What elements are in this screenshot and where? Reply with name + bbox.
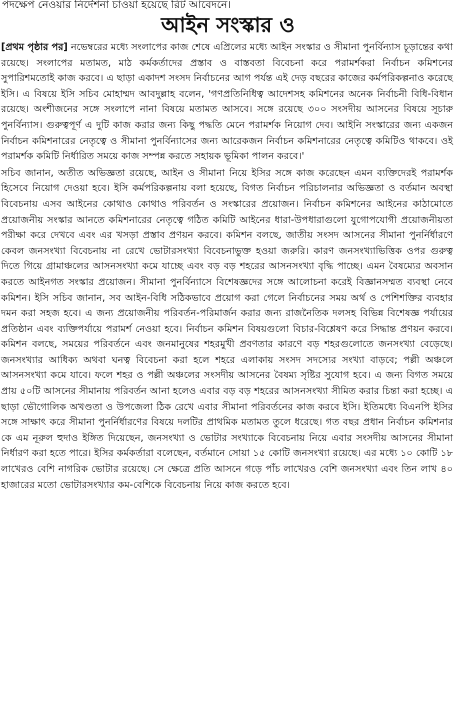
clipped-previous-line: পদক্ষেপ নেওয়ার নির্দেশনা চাওয়া হয়েছে রিট আবেদনে। [2, 0, 232, 11]
paragraph [1, 166, 453, 493]
paragraph-text: নভেম্বরের মধ্যে সংলাপের কাজ শেষে এপ্রিলের মধ্যে আইন সংস্কার ও সীমানা পুনর্বিন্যাস চূড়ান্তের কথা রয়েছে। সংলাপের মতামত, মাঠ কর্মকর্তাদের প্রস্তাব ও বাস্তবতা বিবেচনা করে পরামর্শকরা নির্বাচন কমিশনের সুপারিশমতোই কাজ করবে। এ ছাড়া একাদশ সংসদ নির্বাচনের আগ পর্যন্ত এই দেড় বছরের কাজের কর্মপরিকল্পনাও করেছে ইসি। এ বিষয়ে ইসি সচিব মোহাম্মদ আবদুল্লাহ বলেন, 'গণপ্রতিনিধিত্ব আদেশসহ কমিশনের অনেক নির্বাচনী বিধি-বিধান রয়েছে। অংশীজনের সঙ্গে সংলাপে নানা বিষয়ে মতামত আসবে। সঙ্গে রয়েছে ৩০০ সংসদীয় আসনের বিষয়ে সূচারু পুনর্বিন্যাস। গুরুত্বপূর্ণ এ দুটি কাজ করার জন্য কিছু পদ্ধতি মেনে পরামর্শক নিয়োগ দেব। আইনি সংস্কারের জন্য একজন নির্বাচন কমিশনারের নেতৃত্বে ও সীমানা পুনর্বিন্যাসের জন্য আরেকজন নির্বাচন কমিশনারের নেতৃত্বে কমিটিও থাকবে। ওই পরামর্শক কমিটি নির্ধারিত সময়ে কাজ সম্পন্ন করতে সহায়ক ভূমিকা পালন করবে।' [1, 42, 453, 163]
continuation-label: [প্রথম পৃষ্ঠার পর] [1, 42, 68, 53]
article-body [1, 40, 453, 494]
article-headline: আইন সংস্কার ও [161, 13, 295, 37]
paragraph-text: সচিব জানান, অতীত অভিজ্ঞতা রয়েছে, আইন ও সীমানা নিয়ে ইসির সঙ্গে কাজ করেছেন এমন ব্যক্তিদেরই পরামর্শক হিসেবে নিয়োগ দেওয়া হবে। ইসি কর্মপরিকল্পনায় বলা হয়েছে, বিগত নির্বাচন পরিচালনার অভিজ্ঞতা ও বর্তমান অবস্থা বিবেচনায় এসব আইনের কোথাও কোথাও পরিবর্তন ও সংস্কারের প্রয়োজন। নির্বাচন কমিশনের আইনের কাঠামোতে প্রয়োজনীয় সংস্কার আনতে কমিশনারের নেতৃত্বে গঠিত কমিটি আইনের ধারা-উপধারাগুলো যুগোপযোগী প্রয়োজনীয়তা পরীক্ষা করে দেখবে এবং এর খসড়া প্রস্তাব প্রণয়ন করবে। কমিশন বলছে, জাতীয় সংসদ আসনের সীমানা পুনর্নির্ধারণে কেবল জনসংখ্যা বিবেচনায় না রেখে ভোটারসংখ্যা বিবেচনাভুক্ত হওয়া জরুরি। কারণ জনসংখ্যাভিত্তিক ওপর গুরুত্ব দিতে গিয়ে গ্রামাঞ্চলের আসনসংখ্যা কমে যাচ্ছে এবং বড় বড় শহরের আসনসংখ্যা বৃদ্ধি পাচ্ছে। এমন বৈষম্যের অবসান করতে আইনগত সংস্কার প্রয়োজন। সীমানা পুনর্বিন্যাসে বিশেষজ্ঞদের সঙ্গে আলোচনা করেই বিজ্ঞানসম্মত ব্যবস্থা নেবে কমিশন। ইসি সচিব জানান, সব আইন-বিধি সঠিকভাবে প্রয়োগ করা গেলে নির্বাচনের সময় অর্থ ও পেশিশক্তির ব্যবহার দমন করা সহজ হবে। এ জন্য প্রয়োজনীয় পরিবর্তন-পরিমার্জন করার জন্য রাজনৈতিক দলসহ বিভিন্ন বিশেষজ্ঞ পর্যায়ের প্রতিষ্ঠান এবং ব্যক্তিপর্যায়ে পরামর্শ নেওয়া হবে। নির্বাচন কমিশন বিষয়গুলো বিচার-বিশ্লেষণ করে সিদ্ধান্ত প্রণয়ন করবে। কমিশন বলছে, সময়ের পরিবর্তনে এবং জনমানুষের শহরমুখী প্রবণতার কারণে বড় শহরগুলোতে জনসংখ্যা বেড়েছে। জনসংখ্যার আধিক্য অথবা ঘনত্ব বিবেচনা করা হলে শহরে এলাকায় সংসদ সদস্যের সংখ্যা বাড়বে; পল্লী অঞ্চলে আসনসংখ্যা কমে যাবে। ফলে শহর ও পল্লী অঞ্চলের সংসদীয় আসনের বৈষম্য সৃষ্টির সুযোগ হবে। এ জন্য বিগত সময়ে প্রায় ৫০টি আসনের সীমানায় পরিবর্তন আনা হলেও এবার বড় বড় শহরের আসনসংখ্যা সীমিত করার চিন্তা করা হচ্ছে। এ ছাড়া ভৌগোলিক অখণ্ডতা ও উপজেলা ঠিক রেখে এবার সীমানা পরিবর্তনের কাজ করবে ইসি। ইতিমধ্যে বিএনপি ইসির সঙ্গে সাক্ষাৎ করে সীমানা পুনর্নির্ধারণের বিষয়ে দলটির প্রাথমিক মতামত তুলে ধরেছে। গত বছর প্রধান নির্বাচন কমিশনার কে এম নূরুল হুদাও ইঙ্গিত দিয়েছেন, জনসংখ্যা ও ভোটার সংখ্যাকে বিবেচনায় নিয়ে এবার সংসদীয় আসনের সীমানা নির্ধারণ করা হতে পারে। ইসির কর্মকর্তারা বলেছেন, বর্তমানে সোয়া ১৫ কোটি জনসংখ্যা রয়েছে। এর মধ্যে ১০ কোটি ১৮ লাখেরও বেশি নাগরিক ভোটার রয়েছে। সে ক্ষেত্রে প্রতি আসনে গড়ে পাঁচ লাখেরও বেশি জনসংখ্যা এবং তিন লাখ ৪০ হাজারের মতো ভোটারসংখ্যার কম-বেশিকে বিবেচনায় নিয়ে কাজ করতে হবে। [1, 167, 453, 491]
paragraph [1, 40, 453, 165]
